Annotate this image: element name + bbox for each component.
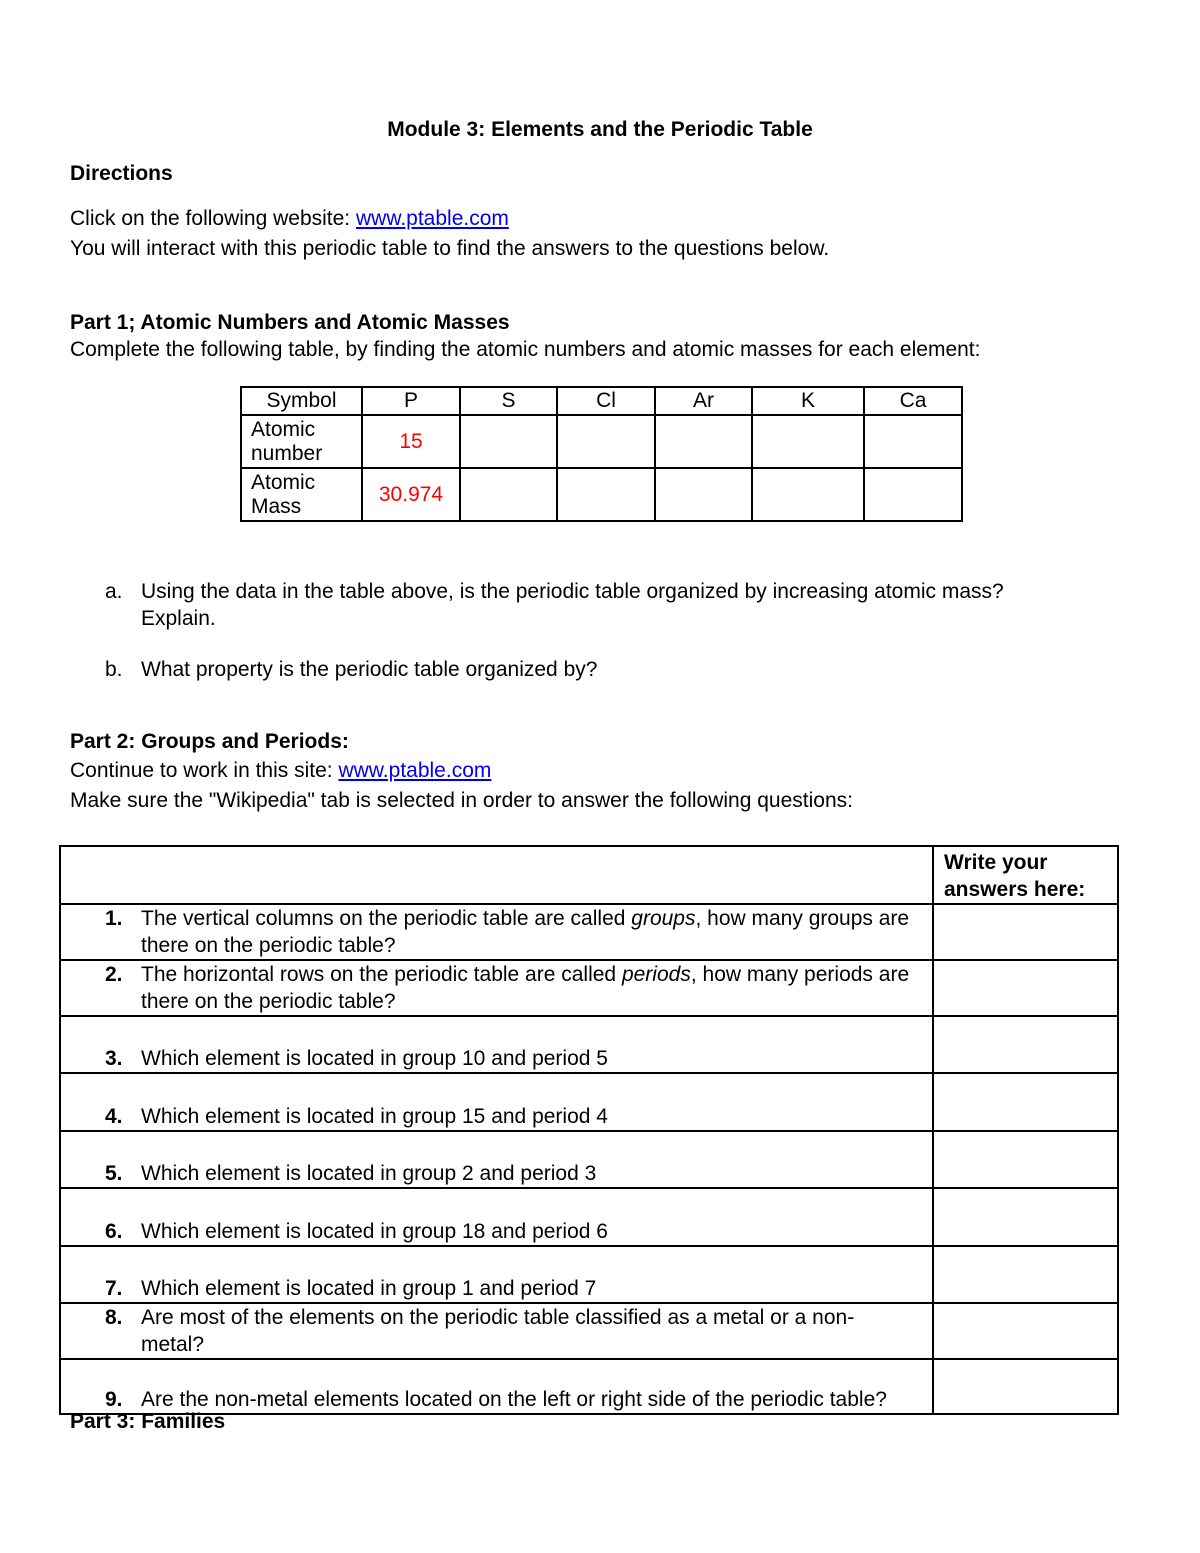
question-cell — [60, 1303, 933, 1359]
header-cell: P — [362, 387, 460, 415]
table-header-row — [60, 846, 1118, 904]
table-header-row — [241, 387, 962, 415]
answer-cell[interactable] — [557, 415, 655, 468]
question-number: 5. — [105, 1162, 123, 1185]
header-cell: Ar — [655, 387, 752, 415]
answer-header-line: answers here: — [944, 878, 1086, 901]
answer-cell[interactable] — [460, 468, 557, 521]
header-cell: Ca — [864, 387, 962, 415]
answer-cell[interactable] — [655, 468, 752, 521]
answer-cell[interactable] — [864, 415, 962, 468]
question-cell — [60, 1188, 933, 1246]
question-number: 9. — [105, 1388, 123, 1411]
part1-heading: Part 1; Atomic Numbers and Atomic Masses — [70, 311, 510, 334]
table-row — [60, 1131, 1118, 1188]
question-a-marker: a. — [105, 580, 123, 603]
question-cell — [60, 1016, 933, 1073]
answer-cell[interactable] — [933, 1016, 1118, 1073]
part2-line-1 — [70, 759, 491, 783]
directions-line-1-text: Click on the following website: — [70, 207, 356, 230]
part2-heading: Part 2: Groups and Periods: — [70, 730, 349, 753]
atomic-mass-row — [241, 468, 962, 521]
directions-line-1 — [70, 207, 509, 231]
table-row — [60, 1303, 1118, 1359]
answer-cell[interactable]: 30.974 — [362, 468, 460, 521]
question-cell — [60, 1073, 933, 1131]
question-number: 7. — [105, 1277, 123, 1300]
answer-cell[interactable] — [864, 468, 962, 521]
answer-cell[interactable]: 15 — [362, 415, 460, 468]
answer-cell[interactable] — [557, 468, 655, 521]
question-a-line-2: Explain. — [141, 607, 216, 630]
question-text: Which element is located in group 18 and period 6 — [141, 1220, 608, 1243]
row-label-line: Atomic — [251, 417, 316, 441]
question-number: 6. — [105, 1220, 123, 1243]
question-cell — [60, 1131, 933, 1188]
answer-cell[interactable] — [655, 415, 752, 468]
question-text: The vertical columns on the periodic table are called groups, how many groups are there on the periodic table? — [141, 907, 910, 957]
question-number: 3. — [105, 1047, 123, 1070]
empty-header-cell — [60, 846, 933, 904]
table-row — [60, 1359, 1118, 1414]
table-row — [60, 1073, 1118, 1131]
row-label-line: number — [251, 441, 323, 465]
answer-cell[interactable] — [933, 1246, 1118, 1303]
question-number: 4. — [105, 1105, 123, 1128]
answer-cell[interactable] — [752, 468, 864, 521]
part2-line-1-text: Continue to work in this site: — [70, 759, 339, 782]
answer-cell[interactable] — [460, 415, 557, 468]
table-row — [60, 1016, 1118, 1073]
question-text: Are most of the elements on the periodic table classified as a metal or a non-metal? — [141, 1306, 855, 1356]
directions-heading: Directions — [70, 162, 173, 185]
answer-cell[interactable] — [933, 1303, 1118, 1359]
question-number: 2. — [105, 963, 123, 986]
part1-intro: Complete the following table, by finding the atomic numbers and atomic masses for each element: — [70, 338, 981, 361]
table-row — [60, 904, 1118, 960]
answer-cell[interactable] — [933, 1188, 1118, 1246]
question-b-marker: b. — [105, 658, 123, 681]
question-text: Are the non-metal elements located on the left or right side of the periodic table? — [141, 1388, 887, 1411]
question-number: 8. — [105, 1306, 123, 1329]
directions-line-2: You will interact with this periodic table to find the answers to the questions below. — [70, 237, 830, 260]
question-cell — [60, 1246, 933, 1303]
question-cell — [60, 960, 933, 1016]
table-row — [60, 960, 1118, 1016]
answer-cell[interactable] — [933, 1073, 1118, 1131]
question-text: The horizontal rows on the periodic table are called periods, how many periods are there on the periodic table? — [141, 963, 910, 1013]
question-text: Which element is located in group 1 and period 7 — [141, 1277, 597, 1300]
ptable-link-2[interactable]: www.ptable.com — [338, 759, 492, 782]
answer-cell[interactable] — [933, 1359, 1118, 1414]
row-label — [241, 415, 362, 468]
answer-cell[interactable] — [933, 904, 1118, 960]
header-cell: Symbol — [241, 387, 362, 415]
header-cell: K — [752, 387, 864, 415]
answer-cell[interactable] — [752, 415, 864, 468]
atomic-data-table — [240, 386, 963, 522]
question-a-line-1: Using the data in the table above, is the periodic table organized by increasing atomic mass? — [141, 580, 1004, 603]
groups-periods-table — [59, 845, 1119, 1415]
answer-header-line: Write your — [944, 851, 1048, 874]
table-row — [60, 1188, 1118, 1246]
question-text: Which element is located in group 2 and period 3 — [141, 1162, 597, 1185]
header-cell: S — [460, 387, 557, 415]
table-row — [60, 1246, 1118, 1303]
row-label — [241, 468, 362, 521]
ptable-link[interactable]: www.ptable.com — [355, 207, 509, 230]
part3-heading: Part 3: Families — [70, 1410, 226, 1433]
answer-cell[interactable] — [933, 1131, 1118, 1188]
page-title: Module 3: Elements and the Periodic Table — [387, 118, 813, 141]
row-label-line: Mass — [251, 494, 302, 518]
question-text: Which element is located in group 15 and period 4 — [141, 1105, 608, 1128]
answer-header-cell — [933, 846, 1118, 904]
question-text: Which element is located in group 10 and period 5 — [141, 1047, 608, 1070]
question-cell — [60, 1359, 933, 1414]
row-label-line: Atomic — [251, 470, 316, 494]
question-cell — [60, 904, 933, 960]
question-number: 1. — [105, 907, 123, 930]
header-cell: Cl — [557, 387, 655, 415]
part2-line-2: Make sure the "Wikipedia" tab is selected in order to answer the following questions: — [70, 789, 853, 812]
answer-cell[interactable] — [933, 960, 1118, 1016]
atomic-number-row — [241, 415, 962, 468]
question-b-line-1: What property is the periodic table organized by? — [141, 658, 598, 681]
